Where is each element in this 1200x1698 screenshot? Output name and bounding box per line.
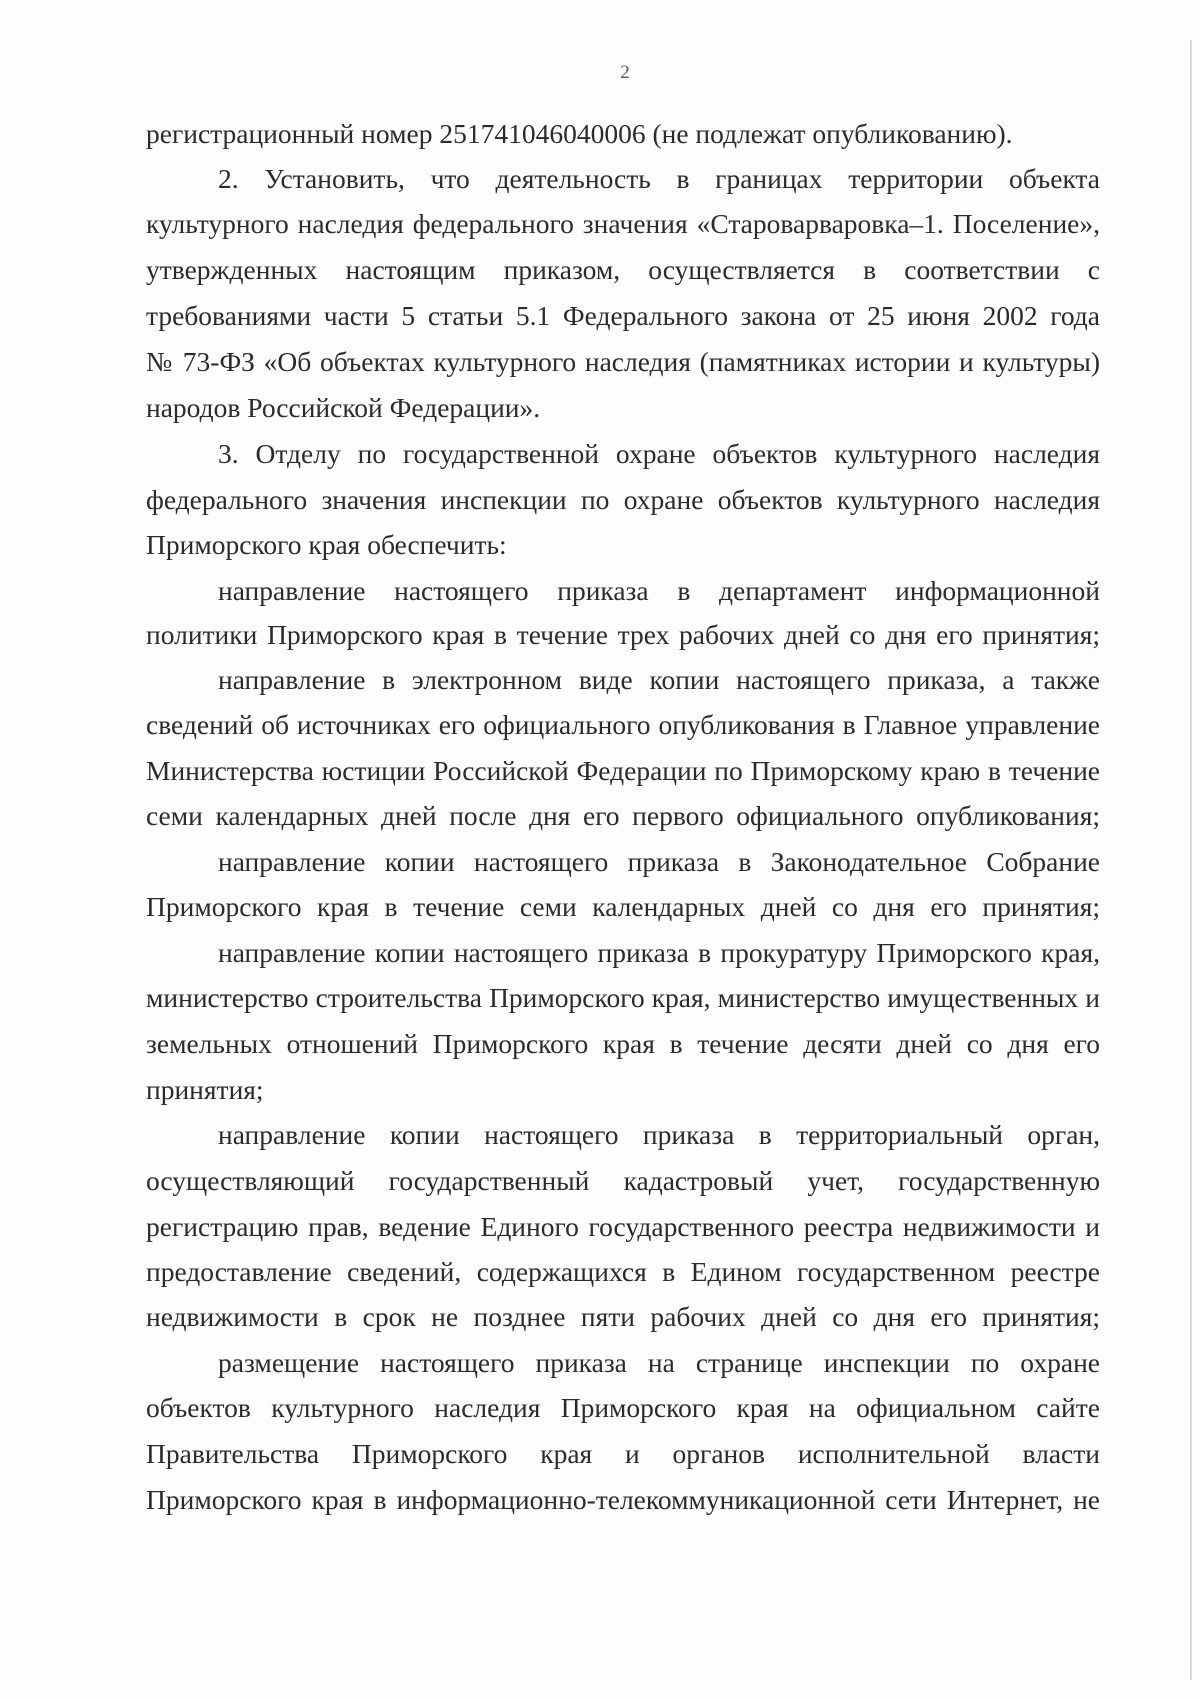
text-line: сведений об источниках его официального опубликования в Главное управление [146,709,1100,740]
text-line: Приморского края обеспечить: [146,529,507,560]
text-line: 3. Отделу по государственной охране объектов культурного наследия [218,438,1100,469]
text-line: направление копии настоящего приказа в территориальный орган, [218,1119,1100,1150]
page-number: 2 [620,62,630,83]
text-line: политики Приморского края в течение трех рабочих дней со дня его принятия; [146,619,1100,650]
text-line: размещение настоящего приказа на странице инспекции по охране [218,1347,1100,1378]
text-line: Приморского края в течение семи календарных дней со дня его принятия; [146,891,1100,922]
text-line: Правительства Приморского края и органов исполнительной власти [146,1438,1100,1469]
text-line: направление настоящего приказа в департамент информационной [218,575,1100,606]
text-line: утвержденных настоящим приказом, осуществляется в соответствии с [146,254,1100,285]
text-line: семи календарных дней после дня его первого официального опубликования; [146,800,1100,831]
text-line: регистрационный номер 251741046040006 (не подлежат опубликованию). [146,118,1013,149]
text-line: министерство строительства Приморского края, министерство имущественных и [146,982,1100,1013]
text-line: Министерства юстиции Российской Федерации по Приморскому краю в течение [146,755,1100,786]
text-line: земельных отношений Приморского края в течение десяти дней со дня его [146,1028,1100,1059]
text-line: предоставление сведений, содержащихся в Едином государственном реестре [146,1256,1100,1287]
text-line: Приморского края в информационно-телекоммуникационной сети Интернет, не [146,1484,1100,1515]
text-line: недвижимости в срок не позднее пяти рабочих дней со дня его принятия; [146,1301,1100,1332]
text-line: объектов культурного наследия Приморского края на официальном сайте [146,1392,1100,1423]
text-line: направление копии настоящего приказа в прокуратуру Приморского края, [218,937,1100,968]
text-line: 2. Установить, что деятельность в границах территории объекта [218,163,1100,194]
text-line: направление в электронном виде копии настоящего приказа, а также [218,664,1100,695]
text-line: народов Российской Федерации». [146,392,541,423]
text-line: направление копии настоящего приказа в Законодательное Собрание [218,846,1100,877]
text-line: требованиями части 5 статьи 5.1 Федерального закона от 25 июня 2002 года [146,300,1100,331]
text-line: принятия; [146,1074,264,1105]
text-line: федерального значения инспекции по охране объектов культурного наследия [146,484,1100,515]
text-line: № 73-ФЗ «Об объектах культурного наследия (памятниках истории и культуры) [146,346,1100,377]
text-line: культурного наследия федерального значения «Староварваровка–1. Поселение», [146,208,1100,239]
text-line: осуществляющий государственный кадастровый учет, государственную [146,1165,1100,1196]
text-line: регистрацию прав, ведение Единого государственного реестра недвижимости и [146,1211,1100,1242]
scan-edge-line [1190,40,1192,1680]
